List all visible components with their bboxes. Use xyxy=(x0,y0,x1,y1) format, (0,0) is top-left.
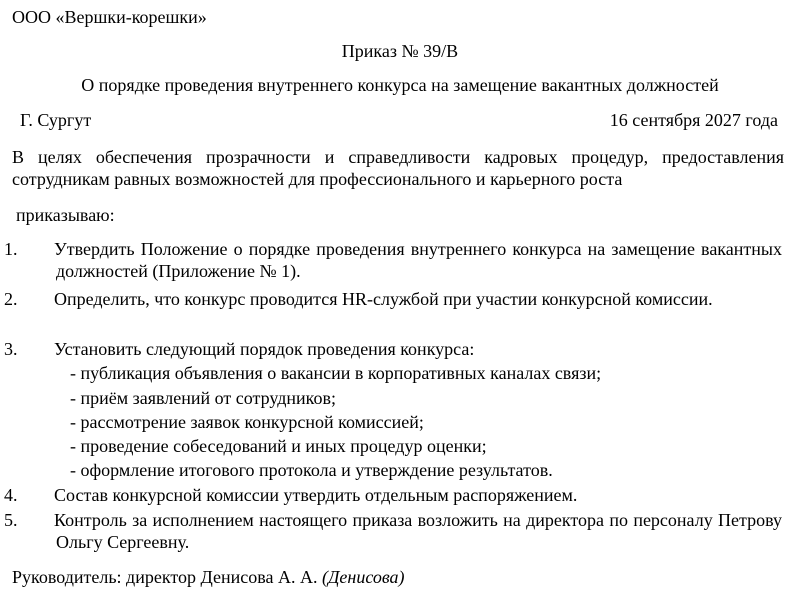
signature-handwritten: (Денисова) xyxy=(321,567,405,587)
procedure-step: - оформление итогового протокола и утверждение результатов. xyxy=(70,460,553,480)
order-item-text: Определить, что конкурс проводится HR-службой при участии конкурсной комиссии. xyxy=(54,289,713,309)
order-item-text: Состав конкурсной комиссии утвердить отдельным распоряжением. xyxy=(54,485,578,505)
procedure-step: - приём заявлений от сотрудников; xyxy=(70,388,337,408)
order-item-number: 1. xyxy=(4,239,18,259)
order-item-number: 3. xyxy=(4,339,18,359)
organization-name: ООО «Вершки-корешки» xyxy=(12,7,207,27)
procedure-step: - проведение собеседований и иных процедур оценки; xyxy=(70,436,487,456)
order-item-number: 2. xyxy=(4,289,18,309)
signature-line xyxy=(12,566,405,588)
order-subject: О порядке проведения внутреннего конкурса на замещение вакантных должностей xyxy=(81,75,719,95)
order-item-5 xyxy=(4,509,782,553)
order-title: Приказ № 39/В xyxy=(341,41,459,61)
order-item-3 xyxy=(4,338,782,360)
order-word: приказываю: xyxy=(16,205,115,225)
order-item-4 xyxy=(4,484,782,506)
procedure-step: - публикация объявления о вакансии в корпоративных каналах связи; xyxy=(70,363,602,383)
procedure-step: - рассмотрение заявок конкурсной комиссией; xyxy=(70,412,424,432)
signature-label: Руководитель: директор Денисова А. А. xyxy=(12,567,318,587)
order-item-text: Контроль за исполнением настоящего приказа возложить на директора по персоналу Петрову Ольгу Сергеевну. xyxy=(54,510,782,552)
order-date: 16 сентября 2027 года xyxy=(609,110,778,130)
order-item-number: 4. xyxy=(4,485,18,505)
order-item-number: 5. xyxy=(4,510,18,530)
order-item-2 xyxy=(4,288,782,310)
order-item-text: Утвердить Положение о порядке проведения внутреннего конкурса на замещение вакантных должностей (Приложение № 1). xyxy=(54,239,782,281)
order-item-text: Установить следующий порядок проведения конкурса: xyxy=(54,339,475,359)
order-preamble: В целях обеспечения прозрачности и справедливости кадровых процедур, предоставления сотрудникам равных возможностей для профессионального и карьерного роста xyxy=(12,147,784,189)
order-city: Г. Сургут xyxy=(20,110,92,130)
order-item-1 xyxy=(4,238,782,282)
